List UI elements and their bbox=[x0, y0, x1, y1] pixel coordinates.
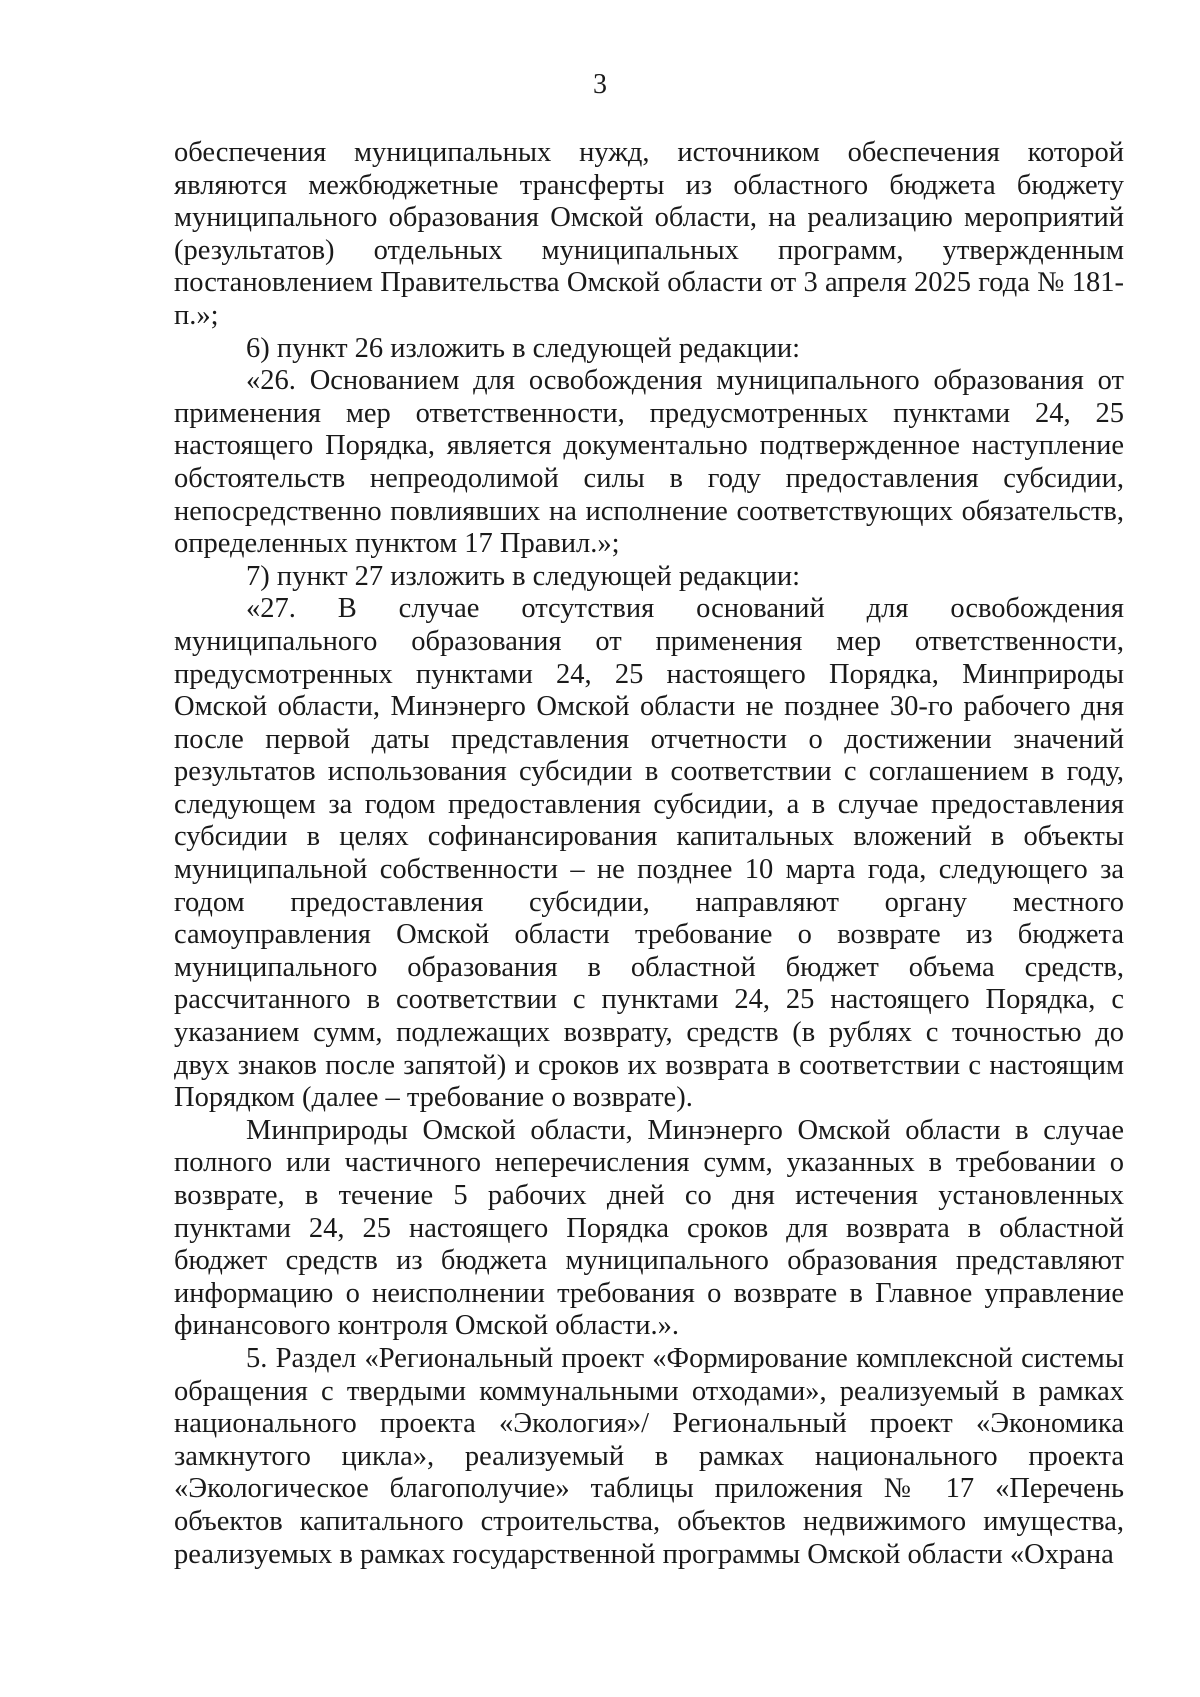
document-body bbox=[174, 137, 1124, 1571]
paragraph-minprirody-notice: Минприроды Омской области, Минэнерго Омской области в случае полного или частичного неперечисления сумм, указанных в требовании о возврате, в течение 5 рабочих дней со дня истечения установленных пунктами 24, 25 настоящего Порядка сроков для возврата в областной бюджет средств из бюджета муниципального образования представляют информацию о неисполнении требования о возврате в Главное управление финансового контроля Омской области.». bbox=[174, 1114, 1124, 1342]
paragraph-item-7: 7) пункт 27 изложить в следующей редакции: bbox=[246, 560, 801, 592]
page-number: 3 bbox=[593, 69, 607, 100]
paragraph-section-5: 5. Раздел «Региональный проект «Формирование комплексной системы обращения с твердыми коммунальными отходами», реализуемый в рамках национального проекта «Экология»/ Региональный проект «Экономика замкнутого цикла», реализуемый в рамках национального проекта «Экологическое благополучие» таблицы приложения № 17 «Перечень объектов капитального строительства, объектов недвижимого имущества, реализуемых в рамках государственной программы Омской области «Охрана bbox=[174, 1342, 1124, 1570]
paragraph-clause-27: «27. В случае отсутствия оснований для освобождения муниципального образования от применения мер ответственности, предусмотренных пунктами 24, 25 настоящего Порядка, Минприроды Омской области, Минэнерго Омской области не позднее 30-го рабочего дня после первой даты представления отчетности о достижении значений результатов использования субсидии в соответствии с соглашением в году, следующем за годом предоставления субсидии, а в случае предоставления субсидии в целях софинансирования капитальных вложений в объекты муниципальной собственности – не позднее 10 марта года, следующего за годом предоставления субсидии, направляют органу местного самоуправления Омской области требование о возврате из бюджета муниципального образования в областной бюджет объема средств, рассчитанного в соответствии с пунктами 24, 25 настоящего Порядка, с указанием сумм, подлежащих возврату, средств (в рублях с точностью до двух знаков после запятой) и сроков их возврата в соответствии с настоящим Порядком (далее – требование о возврате). bbox=[174, 593, 1124, 1114]
paragraph-clause-26: «26. Основанием для освобождения муниципального образования от применения мер ответственности, предусмотренных пунктами 24, 25 настоящего Порядка, является документально подтвержденное наступление обстоятельств непреодолимой силы в году предоставления субсидии, непосредственно повлиявших на исполнение соответствующих обязательств, определенных пунктом 17 Правил.»; bbox=[174, 365, 1124, 560]
paragraph-continuation: обеспечения муниципальных нужд, источником обеспечения которой являются межбюджетные трансферты из областного бюджета бюджету муниципального образования Омской области, на реализацию мероприятий (результатов) отдельных муниципальных программ, утвержденным постановлением Правительства Омской области от 3 апреля 2025 года № 181-п.»; bbox=[174, 137, 1124, 331]
paragraph-item-6: 6) пункт 26 изложить в следующей редакции: bbox=[246, 332, 801, 364]
